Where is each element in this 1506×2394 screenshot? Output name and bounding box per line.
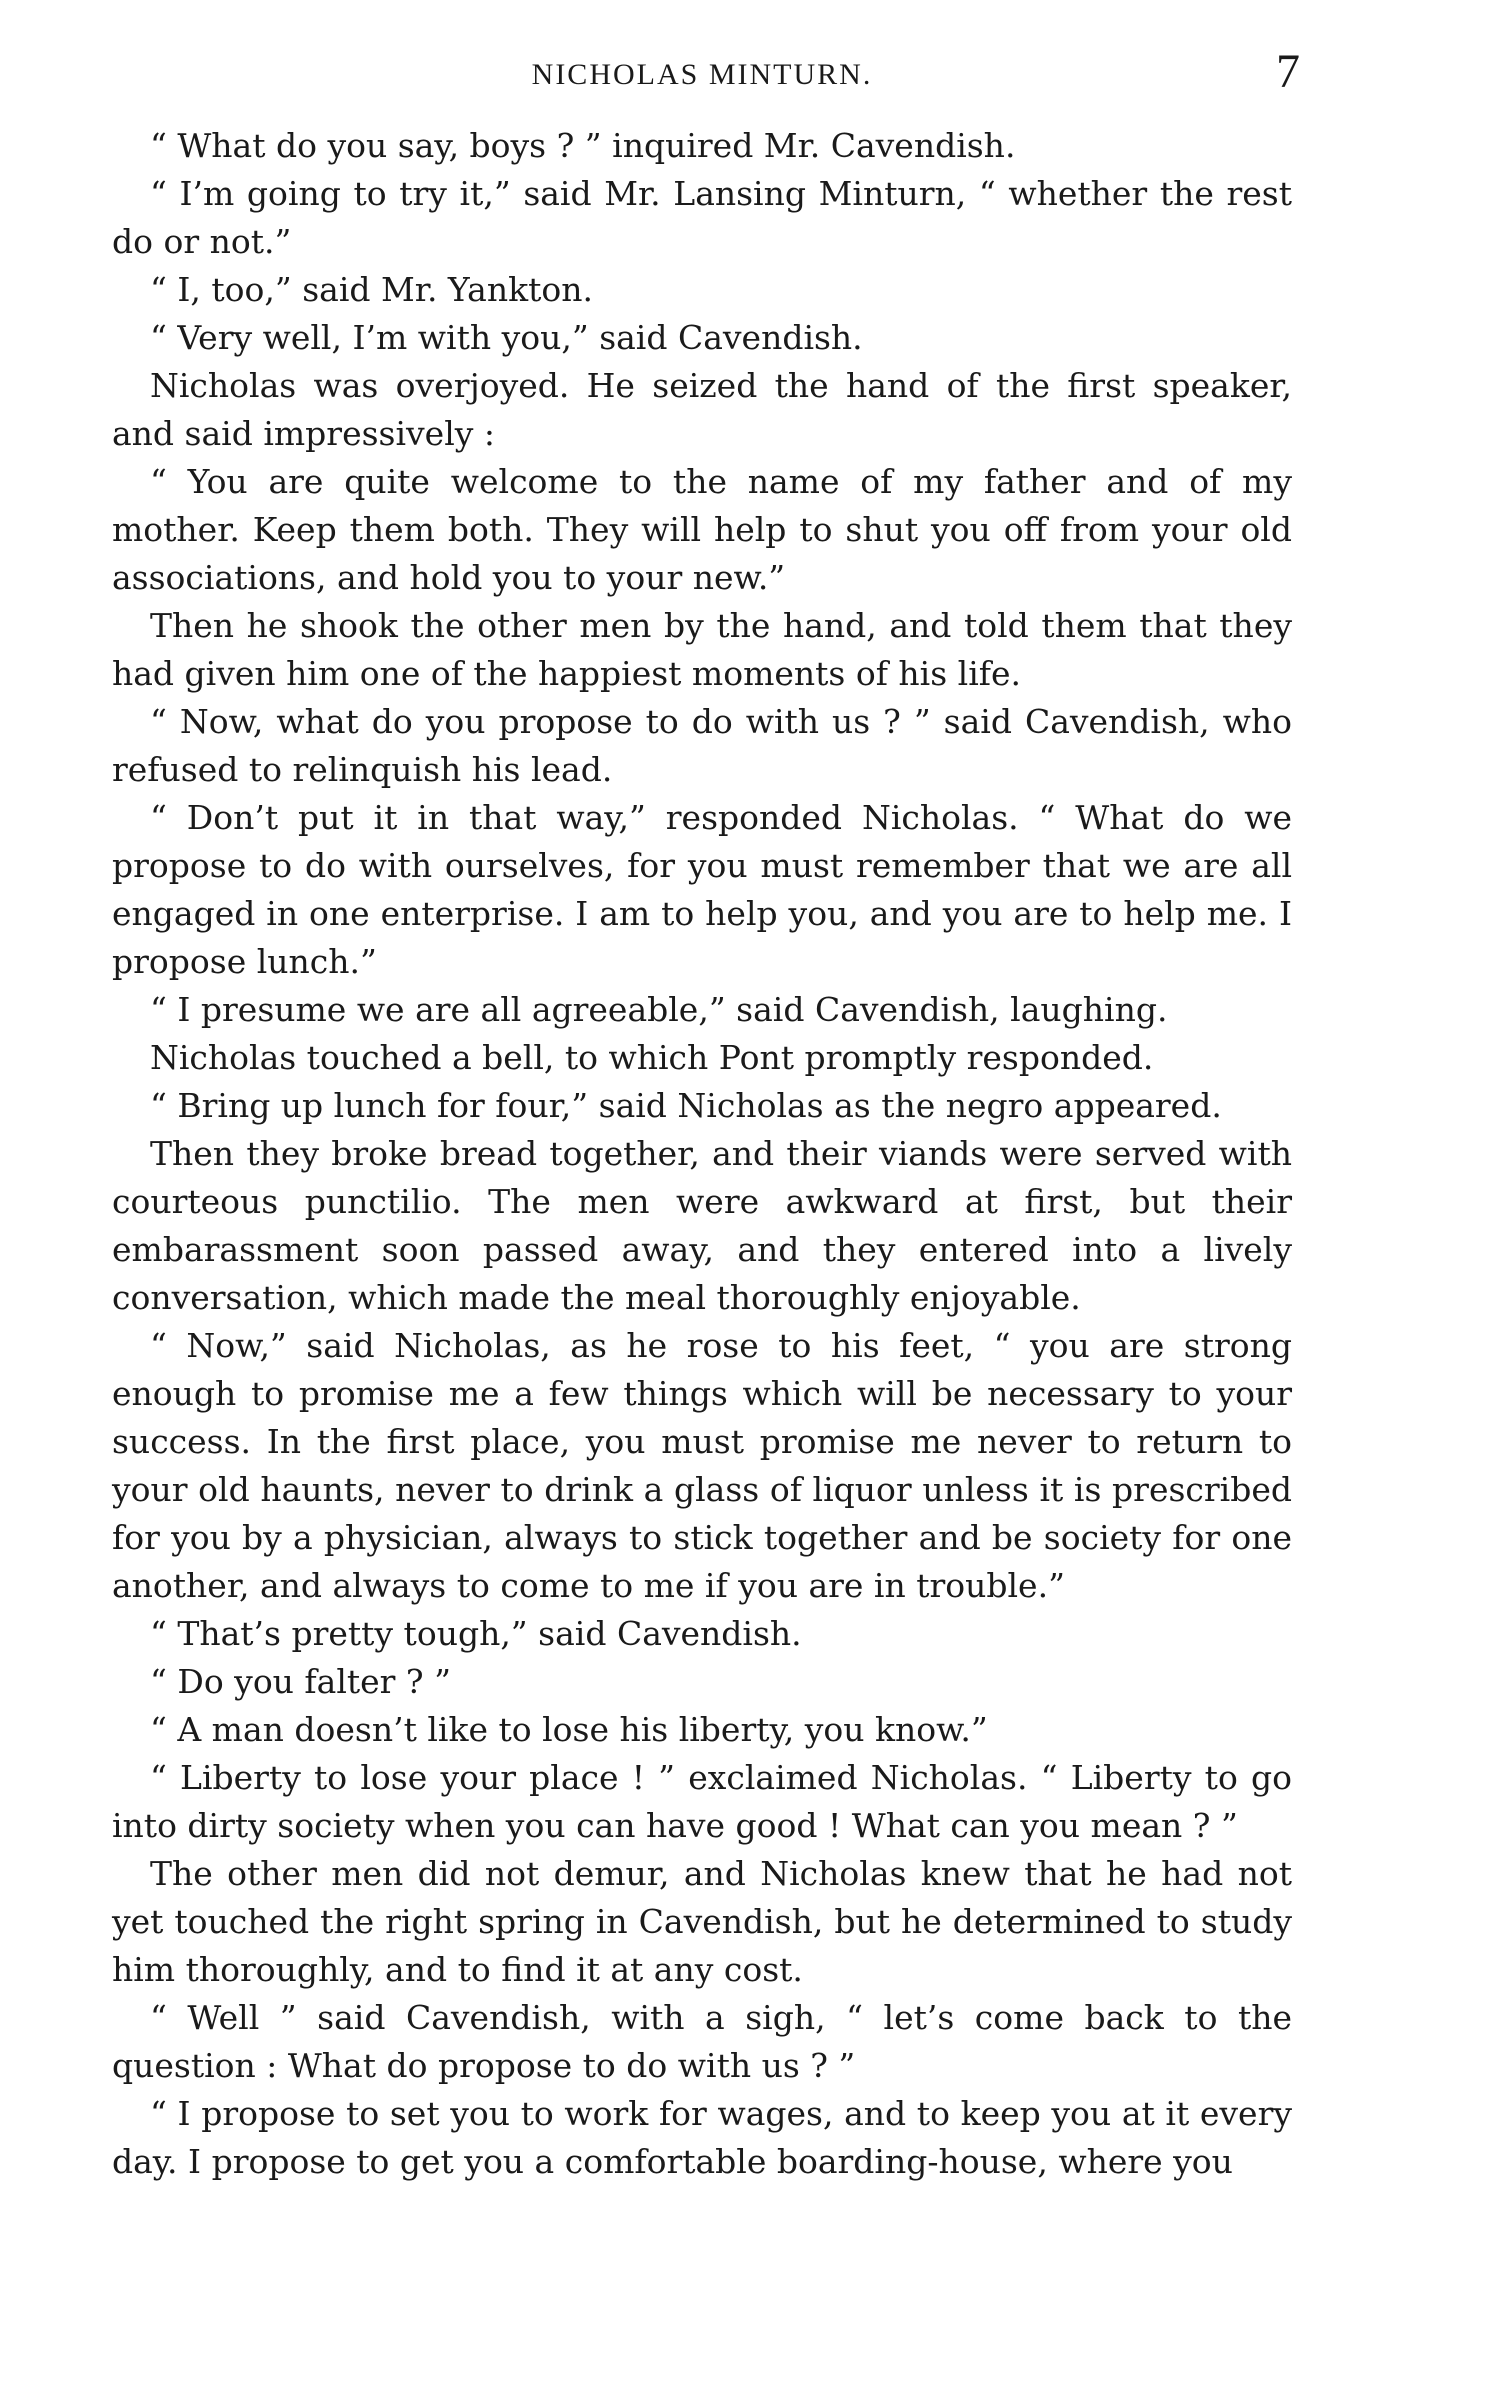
paragraph: “ I presume we are all agreeable,” said Cavendish, laughing. [150, 990, 1168, 1029]
paragraph: “ I propose to set you to work for wages, and to keep you at it every day. I propose to get you a comfortable boarding-house, where you [112, 2094, 1292, 2181]
paragraph: “ I’m going to try it,” said Mr. Lansing Minturn, “ whether the rest do or not.” [112, 174, 1292, 261]
running-title: NICHOLAS MINTURN. [531, 58, 873, 91]
paragraph: Then they broke bread together, and their viands were served with courteous punctilio. The men were awkward at first, but their embarassment soon passed away, and they entered into a lively conversation, which made the meal thoroughly enjoyable. [112, 1134, 1292, 1317]
paragraph: “ Liberty to lose your place ! ” exclaimed Nicholas. “ Liberty to go into dirty society when you can have good ! What can you mean ? ” [112, 1758, 1292, 1845]
paragraph: “ Do you falter ? ” [150, 1662, 451, 1701]
running-head [112, 40, 1300, 100]
paragraph: Nicholas touched a bell, to which Pont promptly responded. [150, 1038, 1154, 1077]
paragraph: “ What do you say, boys ? ” inquired Mr. Cavendish. [150, 126, 1016, 165]
paragraph: “ A man doesn’t like to lose his liberty, you know.” [150, 1710, 988, 1749]
body-text [112, 122, 1292, 2186]
paragraph: The other men did not demur, and Nicholas knew that he had not yet touched the right spring in Cavendish, but he determined to study him thoroughly, and to find it at any cost. [112, 1854, 1292, 1989]
page-number: 7 [1276, 45, 1300, 98]
paragraph: “ Now, what do you propose to do with us ? ” said Cavendish, who refused to relinquish his lead. [112, 702, 1292, 789]
paragraph: “ Well ” said Cavendish, with a sigh, “ let’s come back to the question : What do propose to do with us ? ” [112, 1998, 1292, 2085]
paragraph: “ Don’t put it in that way,” responded Nicholas. “ What do we propose to do with ourselves, for you must remember that we are all engaged in one enterprise. I am to help you, and you are to help me. I propose lunch.” [112, 798, 1292, 981]
book-page [112, 40, 1300, 2186]
paragraph: “ You are quite welcome to the name of my father and of my mother. Keep them both. They will help to shut you off from your old associations, and hold you to your new.” [112, 462, 1292, 597]
paragraph: “ I, too,” said Mr. Yankton. [150, 270, 593, 309]
paragraph: Then he shook the other men by the hand, and told them that they had given him one of the happiest moments of his life. [112, 606, 1292, 693]
paragraph: “ Bring up lunch for four,” said Nicholas as the negro appeared. [150, 1086, 1222, 1125]
paragraph: “ That’s pretty tough,” said Cavendish. [150, 1614, 802, 1653]
paragraph: “ Now,” said Nicholas, as he rose to his feet, “ you are strong enough to promise me a few things which will be necessary to your success. In the first place, you must promise me never to return to your old haunts, never to drink a glass of liquor unless it is prescribed for you by a physician, always to stick together and be society for one another, and always to come to me if you are in trouble.” [112, 1326, 1292, 1605]
paragraph: Nicholas was overjoyed. He seized the hand of the first speaker, and said impressively : [112, 366, 1292, 453]
paragraph: “ Very well, I’m with you,” said Cavendish. [150, 318, 863, 357]
